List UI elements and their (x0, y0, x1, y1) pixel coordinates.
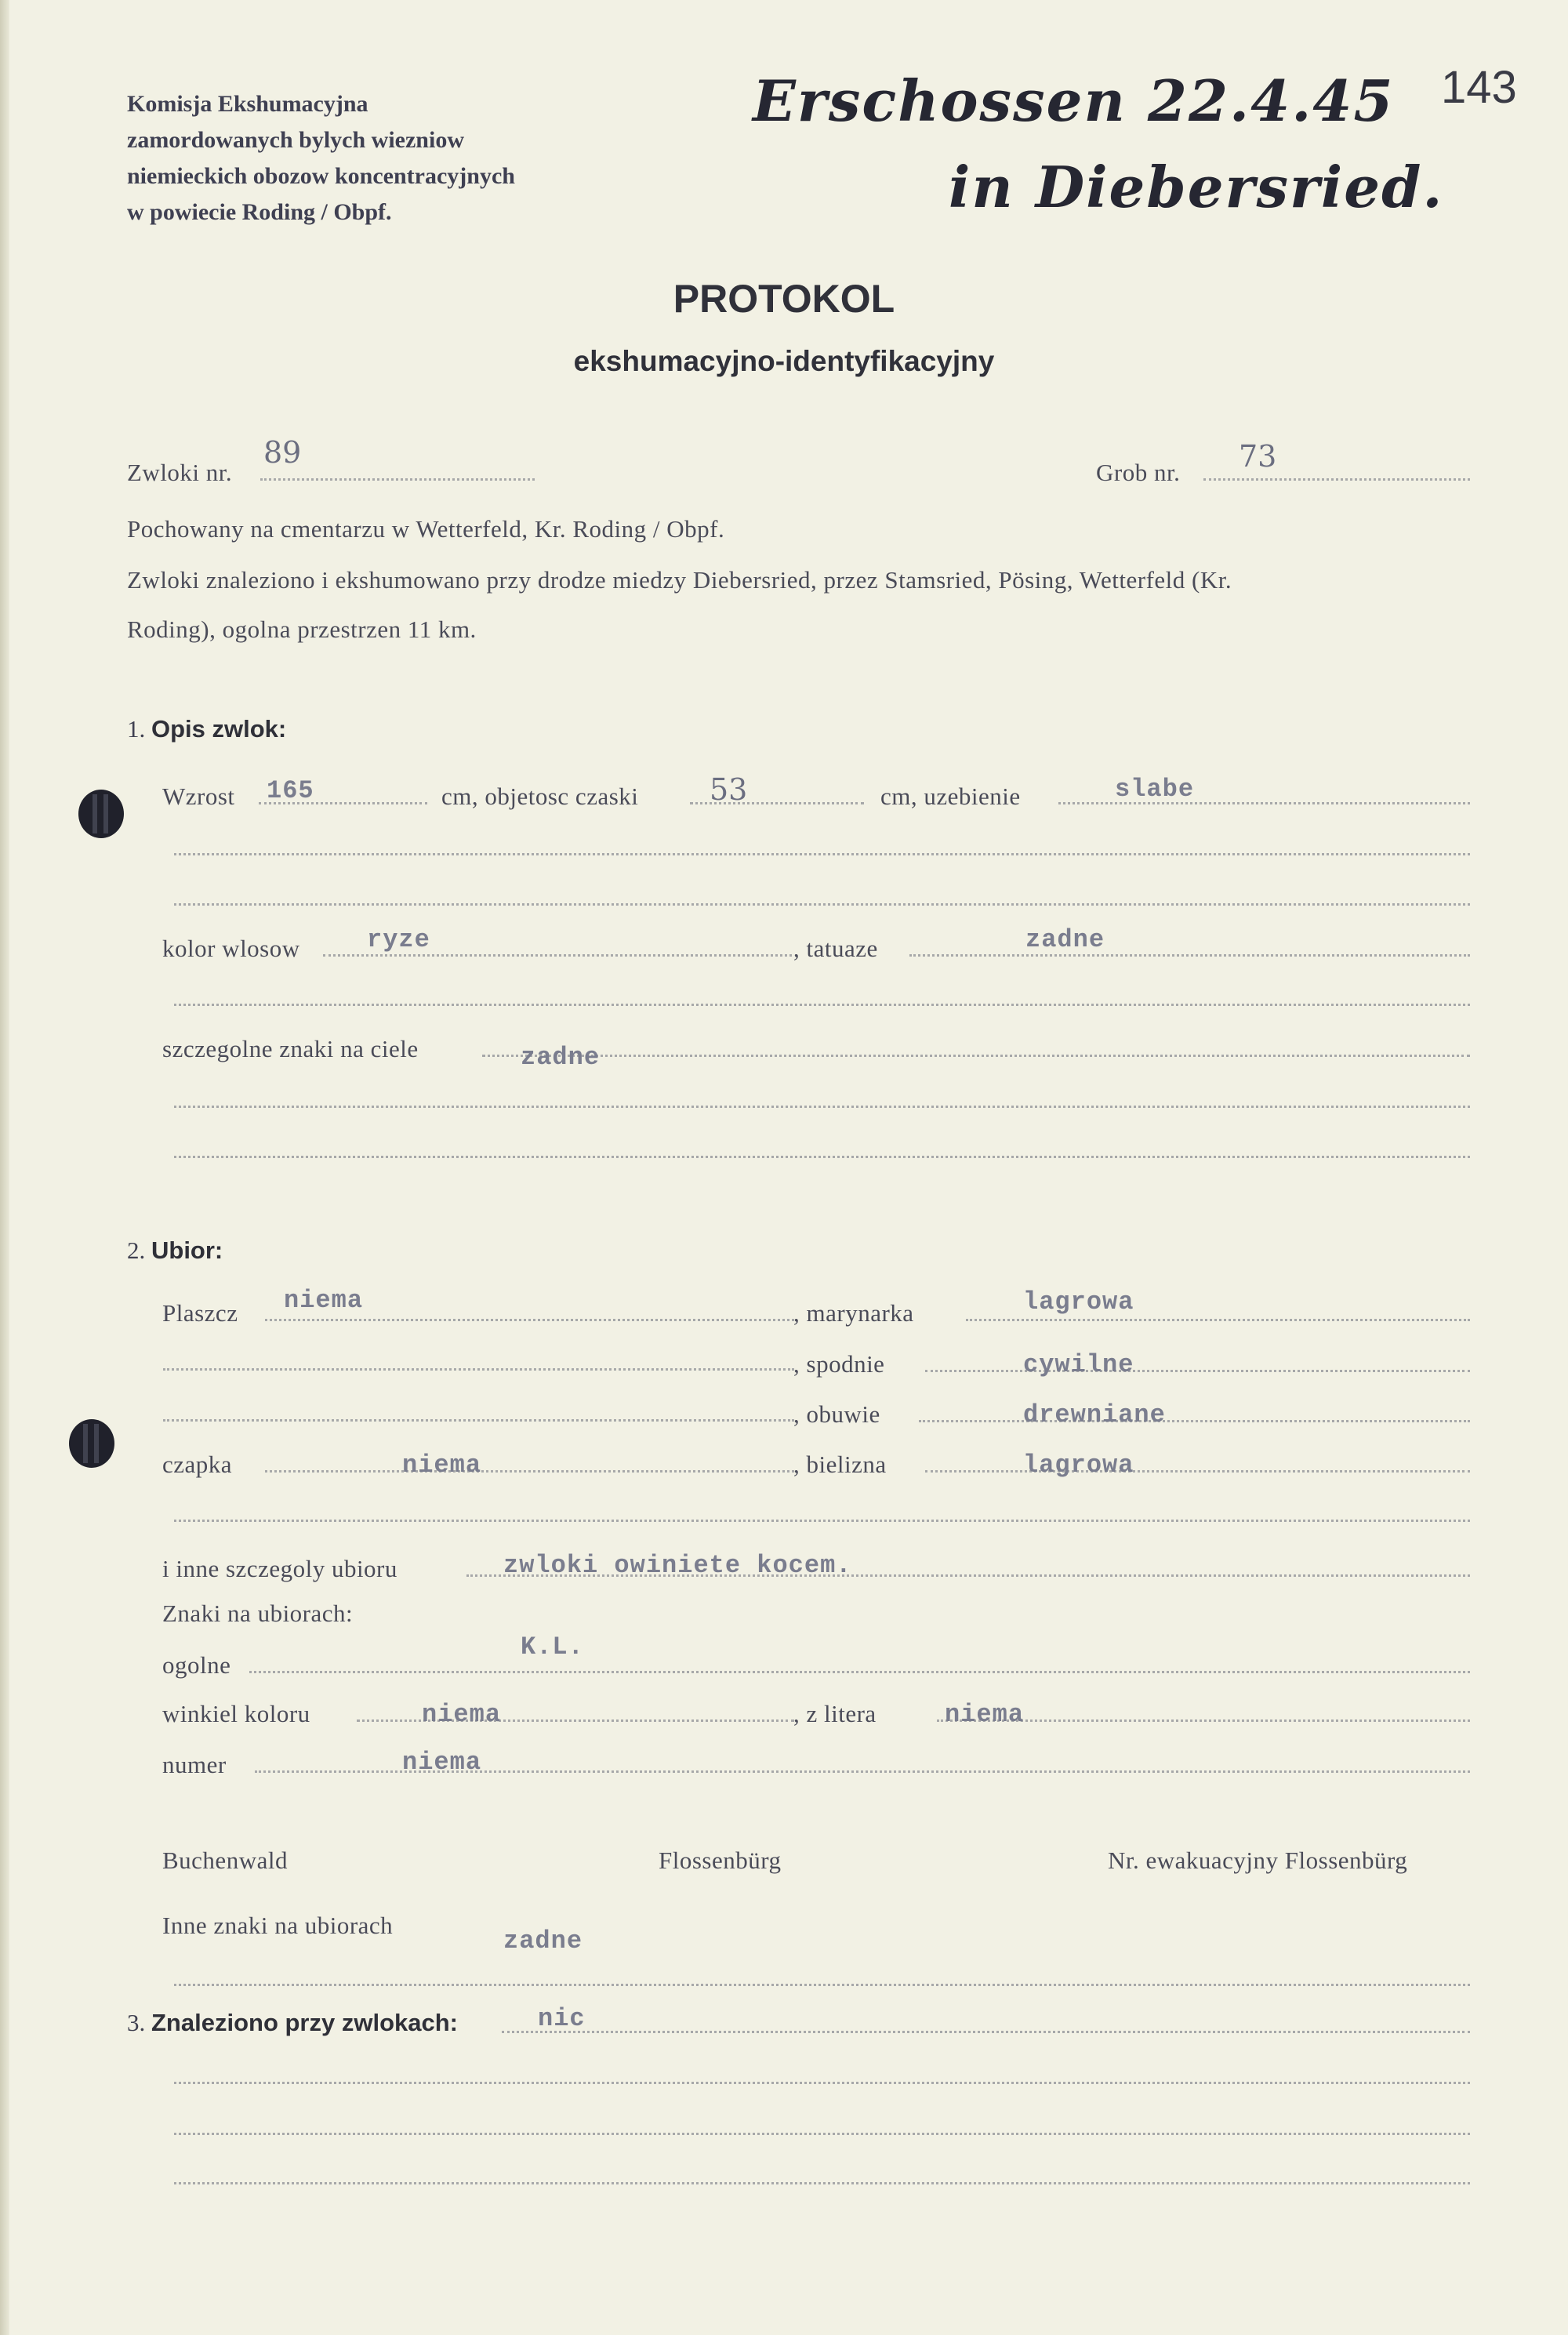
inne-znaki-label: Inne znaki na ubiorach (162, 1912, 394, 1939)
section-title: Znaleziono przy zwlokach: (151, 2009, 458, 2036)
znaki-label: szczegolne znaki na ciele (162, 1035, 419, 1062)
inne-label: i inne szczegoly ubioru (162, 1555, 397, 1582)
section-number: 3. (127, 2009, 146, 2036)
dotted-line (919, 1420, 1470, 1422)
punch-hole (78, 790, 124, 838)
wzrost-value: 165 (267, 776, 314, 805)
dotted-line (1203, 478, 1470, 481)
zwloki-label: Zwloki nr. (127, 459, 233, 486)
dotted-line (174, 1156, 1470, 1158)
kolor-value: ryze (367, 925, 430, 954)
dotted-line (174, 1984, 1470, 1986)
marynarka-label: , marynarka (793, 1299, 914, 1327)
org-line: niemieckich obozow koncentracyjnych (127, 163, 515, 189)
dotted-line (174, 2133, 1470, 2135)
uzebienie-label: cm, uzebienie (880, 783, 1021, 810)
dotted-line (249, 1671, 1470, 1673)
czaska-label: cm, objetosc czaski (441, 783, 639, 810)
buchenwald-label: Buchenwald (162, 1847, 288, 1874)
znaki-value: zadne (521, 1043, 601, 1072)
dotted-line (174, 1004, 1470, 1006)
obuwie-label: , obuwie (793, 1400, 880, 1428)
litera-value: niema (945, 1700, 1025, 1729)
dotted-line (174, 853, 1470, 855)
section-title: Ubior: (151, 1236, 223, 1264)
section-title: Opis zwlok: (151, 715, 287, 743)
ogolne-value: K.L. (521, 1632, 584, 1661)
dotted-line (174, 2182, 1470, 2184)
tatuaze-label: , tatuaze (793, 935, 878, 962)
zwloki-value: 89 (263, 435, 302, 470)
tatuaze-value: zadne (1025, 925, 1105, 954)
dotted-line (482, 1055, 1470, 1057)
org-line: w powiecie Roding / Obpf. (127, 199, 392, 225)
dotted-line (925, 1370, 1470, 1372)
intro-line: Zwloki znaleziono i ekshumowano przy drodze miedzy Diebersried, przez Stamsried, Pösing, Wetterfeld (Kr. (127, 566, 1232, 594)
dotted-line (323, 954, 797, 957)
dotted-line (174, 2082, 1470, 2084)
plaszcz-value: niema (284, 1286, 364, 1315)
obuwie-value: drewniane (1023, 1400, 1166, 1429)
czapka-value: niema (402, 1451, 482, 1480)
document-title: PROTOKOL (673, 277, 895, 321)
znaki-ubiory-heading: Znaki na ubiorach: (162, 1600, 354, 1627)
numer-label: numer (162, 1751, 227, 1778)
kolor-label: kolor wlosow (162, 935, 300, 962)
bielizna-label: , bielizna (793, 1451, 887, 1478)
inne-value: zwloki owiniete kocem. (503, 1551, 852, 1580)
winkiel-value: niema (422, 1700, 502, 1729)
spodnie-label: , spodnie (793, 1350, 885, 1378)
uzebienie-value: slabe (1115, 775, 1195, 804)
numer-value: niema (402, 1748, 482, 1777)
znaleziono-value: nic (538, 2004, 586, 2033)
dotted-line (966, 1319, 1470, 1321)
winkiel-label: winkiel koloru (162, 1700, 310, 1727)
section-heading-2 (127, 1236, 223, 1265)
page-number: 143 (1441, 62, 1517, 113)
grob-value: 73 (1239, 439, 1277, 474)
dotted-line (265, 1470, 794, 1473)
intro-line: Roding), ogolna przestrzen 11 km. (127, 616, 477, 643)
wzrost-label: Wzrost (162, 783, 235, 810)
nr-ewakuacyjny-label: Nr. ewakuacyjny Flossenbürg (1108, 1847, 1408, 1874)
dotted-line (174, 1106, 1470, 1108)
czaska-value: 53 (710, 772, 748, 807)
dotted-line (260, 478, 535, 481)
intro-line: Pochowany na cmentarzu w Wetterfeld, Kr. Roding / Obpf. (127, 515, 725, 543)
punch-hole (69, 1419, 114, 1468)
plaszcz-label: Plaszcz (162, 1299, 238, 1327)
marynarka-value: lagrowa (1023, 1287, 1134, 1316)
handwritten-note-date: Erschossen 22.4.45 (753, 67, 1395, 134)
dotted-line (265, 1319, 794, 1321)
section-heading-3 (127, 2009, 458, 2037)
dotted-line (925, 1470, 1470, 1473)
dotted-line (174, 903, 1470, 906)
flossenburg-label: Flossenbürg (659, 1847, 782, 1874)
section-number: 2. (127, 1236, 146, 1264)
litera-label: , z litera (793, 1700, 877, 1727)
dotted-line (174, 1520, 1470, 1522)
org-line: Komisja Ekshumacyjna (127, 91, 368, 117)
dotted-line (163, 1419, 794, 1422)
document-subtitle: ekshumacyjno-identyfikacyjny (573, 345, 995, 377)
inne-znaki-value: zadne (503, 1926, 583, 1956)
section-heading-1 (127, 715, 286, 743)
grob-label: Grob nr. (1096, 459, 1181, 486)
org-line: zamordowanych bylych wiezniow (127, 127, 464, 153)
dotted-line (909, 954, 1470, 957)
bielizna-value: lagrowa (1023, 1451, 1134, 1480)
dotted-line (163, 1368, 794, 1371)
ogolne-label: ogolne (162, 1651, 231, 1679)
czapka-label: czapka (162, 1451, 233, 1478)
handwritten-note-place: in Diebersried. (949, 154, 1444, 220)
dotted-line (502, 2031, 1470, 2033)
organization-header (127, 86, 515, 231)
spodnie-value: cywilne (1023, 1350, 1134, 1379)
section-number: 1. (127, 715, 146, 743)
